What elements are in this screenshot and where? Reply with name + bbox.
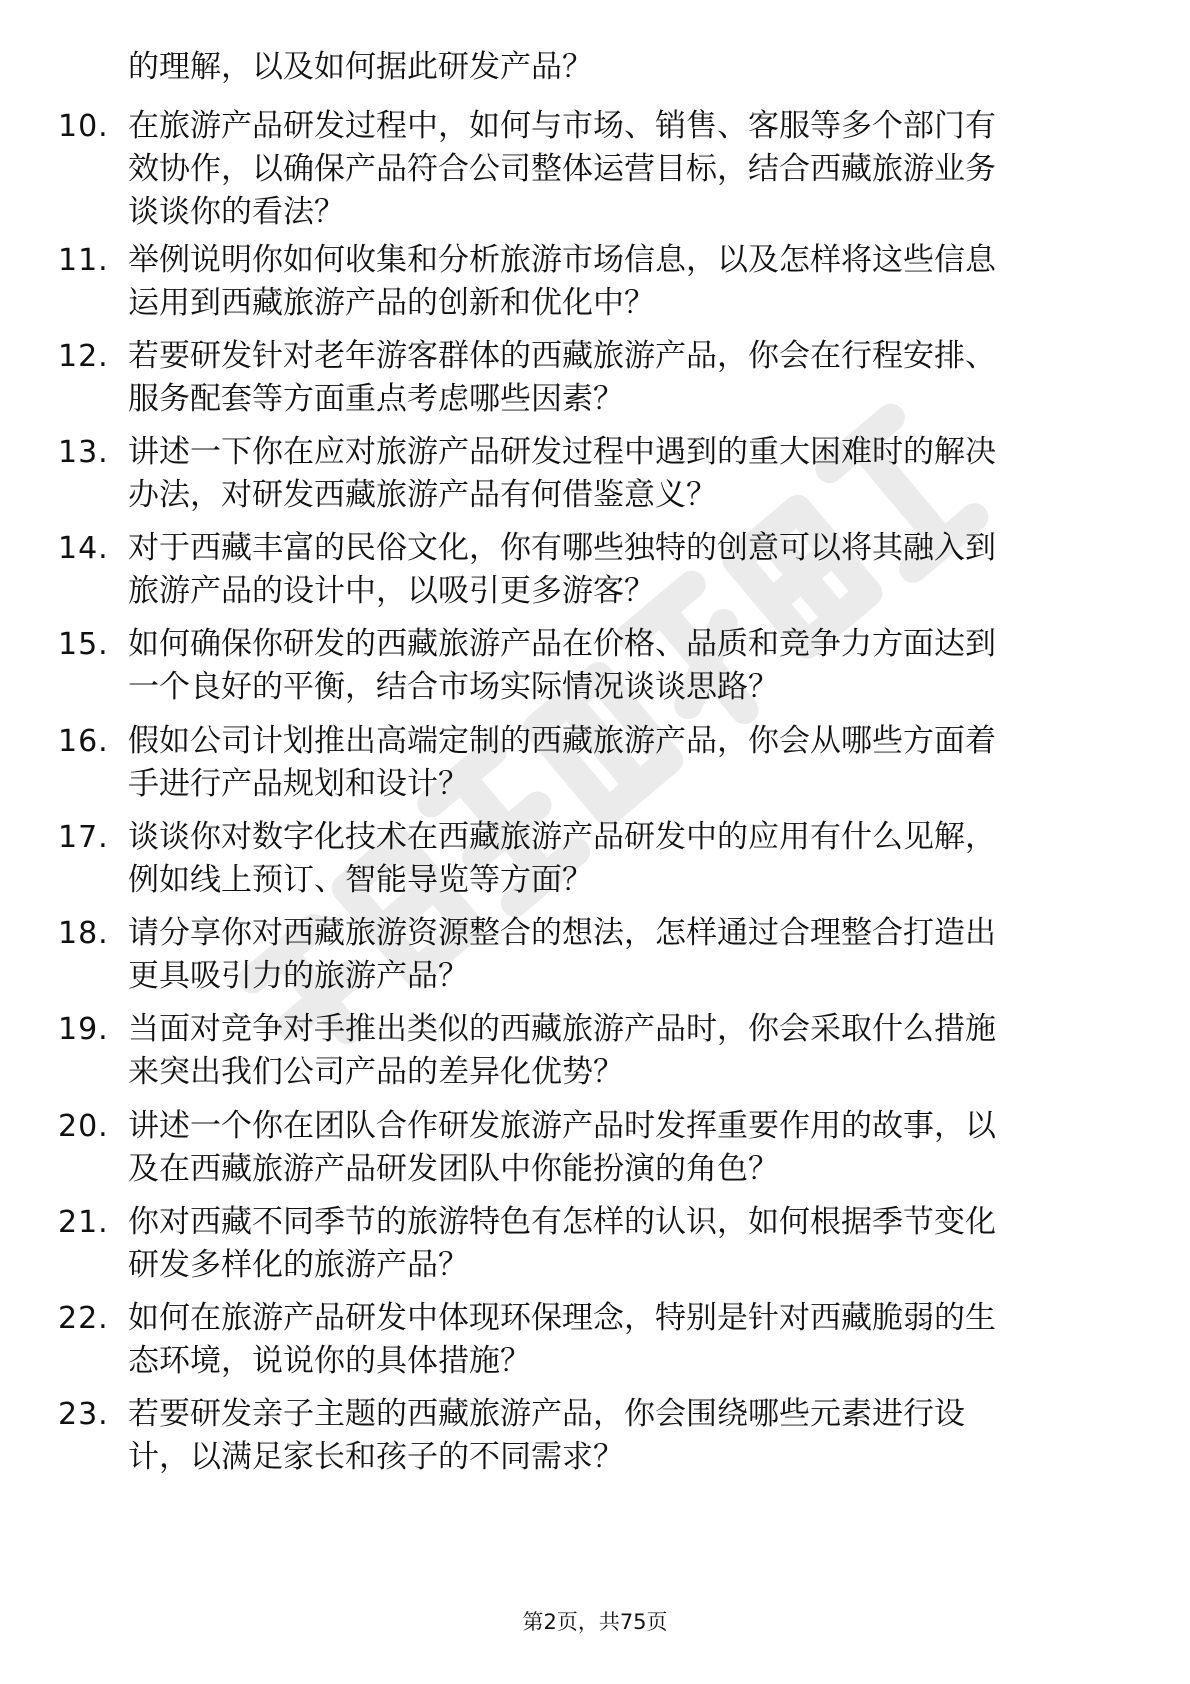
question-text: 你对西藏不同季节的旅游特色有怎样的认识，如何根据季节变化 研发多样化的旅游产品？	[128, 1204, 996, 1283]
question-text: 讲述一个你在团队合作研发旅游产品时发挥重要作用的故事，以 及在西藏旅游产品研发团队中你能扮演的角色？	[128, 1108, 996, 1187]
question-number: 23.	[58, 1397, 109, 1432]
continuation-text: 的理解，以及如何据此研发产品？	[128, 49, 593, 85]
question-number: 20.	[58, 1109, 109, 1144]
question-number: 13.	[58, 435, 109, 470]
question-number: 11.	[58, 243, 109, 278]
question-number: 16.	[58, 724, 109, 759]
question-text: 举例说明你如何收集和分析旅游市场信息，以及怎样将这些信息 运用到西藏旅游产品的创新和优化中？	[128, 242, 996, 321]
question-text: 谈谈你对数字化技术在西藏旅游产品研发中的应用有什么见解， 例如线上预订、智能导览等方面？	[128, 819, 996, 898]
question-number: 18.	[58, 916, 109, 951]
question-text: 请分享你对西藏旅游资源整合的想法，怎样通过合理整合打造出 更具吸引力的旅游产品？	[128, 915, 996, 994]
question-text: 若要研发针对老年游客群体的西藏旅游产品，你会在行程安排、 服务配套等方面重点考虑哪些因素？	[128, 338, 996, 417]
question-text: 当面对竞争对手推出类似的西藏旅游产品时，你会采取什么措施 来突出我们公司产品的差异化优势？	[128, 1011, 996, 1090]
question-number: 10.	[58, 109, 109, 144]
question-text: 假如公司计划推出高端定制的西藏旅游产品，你会从哪些方面着 手进行产品规划和设计？	[128, 723, 996, 802]
question-text: 如何确保你研发的西藏旅游产品在价格、品质和竞争力方面达到 一个良好的平衡，结合市场实际情况谈谈思路？	[128, 626, 996, 705]
question-text: 如何在旅游产品研发中体现环保理念，特别是针对西藏脆弱的生 态环境，说说你的具体措施？	[128, 1300, 996, 1379]
question-text: 若要研发亲子主题的西藏旅游产品，你会围绕哪些元素进行设 计，以满足家长和孩子的不同需求？	[128, 1396, 965, 1475]
question-number: 19.	[58, 1012, 109, 1047]
question-text: 对于西藏丰富的民俗文化，你有哪些独特的创意可以将其融入到 旅游产品的设计中，以吸引更多游客？	[128, 530, 996, 609]
page-footer: 第2页，共75页	[522, 1610, 668, 1634]
question-number: 21.	[58, 1205, 109, 1240]
question-number: 22.	[58, 1301, 109, 1336]
question-number: 17.	[58, 820, 109, 855]
question-text: 讲述一下你在应对旅游产品研发过程中遇到的重大困难时的解决 办法，对研发西藏旅游产品有何借鉴意义？	[128, 434, 996, 513]
question-text: 在旅游产品研发过程中，如何与市场、销售、客服等多个部门有 效协作，以确保产品符合公司整体运营目标，结合西藏旅游业务 谈谈你的看法？	[128, 108, 996, 230]
question-number: 14.	[58, 531, 109, 566]
question-number: 12.	[58, 339, 109, 374]
question-number: 15.	[58, 627, 109, 662]
